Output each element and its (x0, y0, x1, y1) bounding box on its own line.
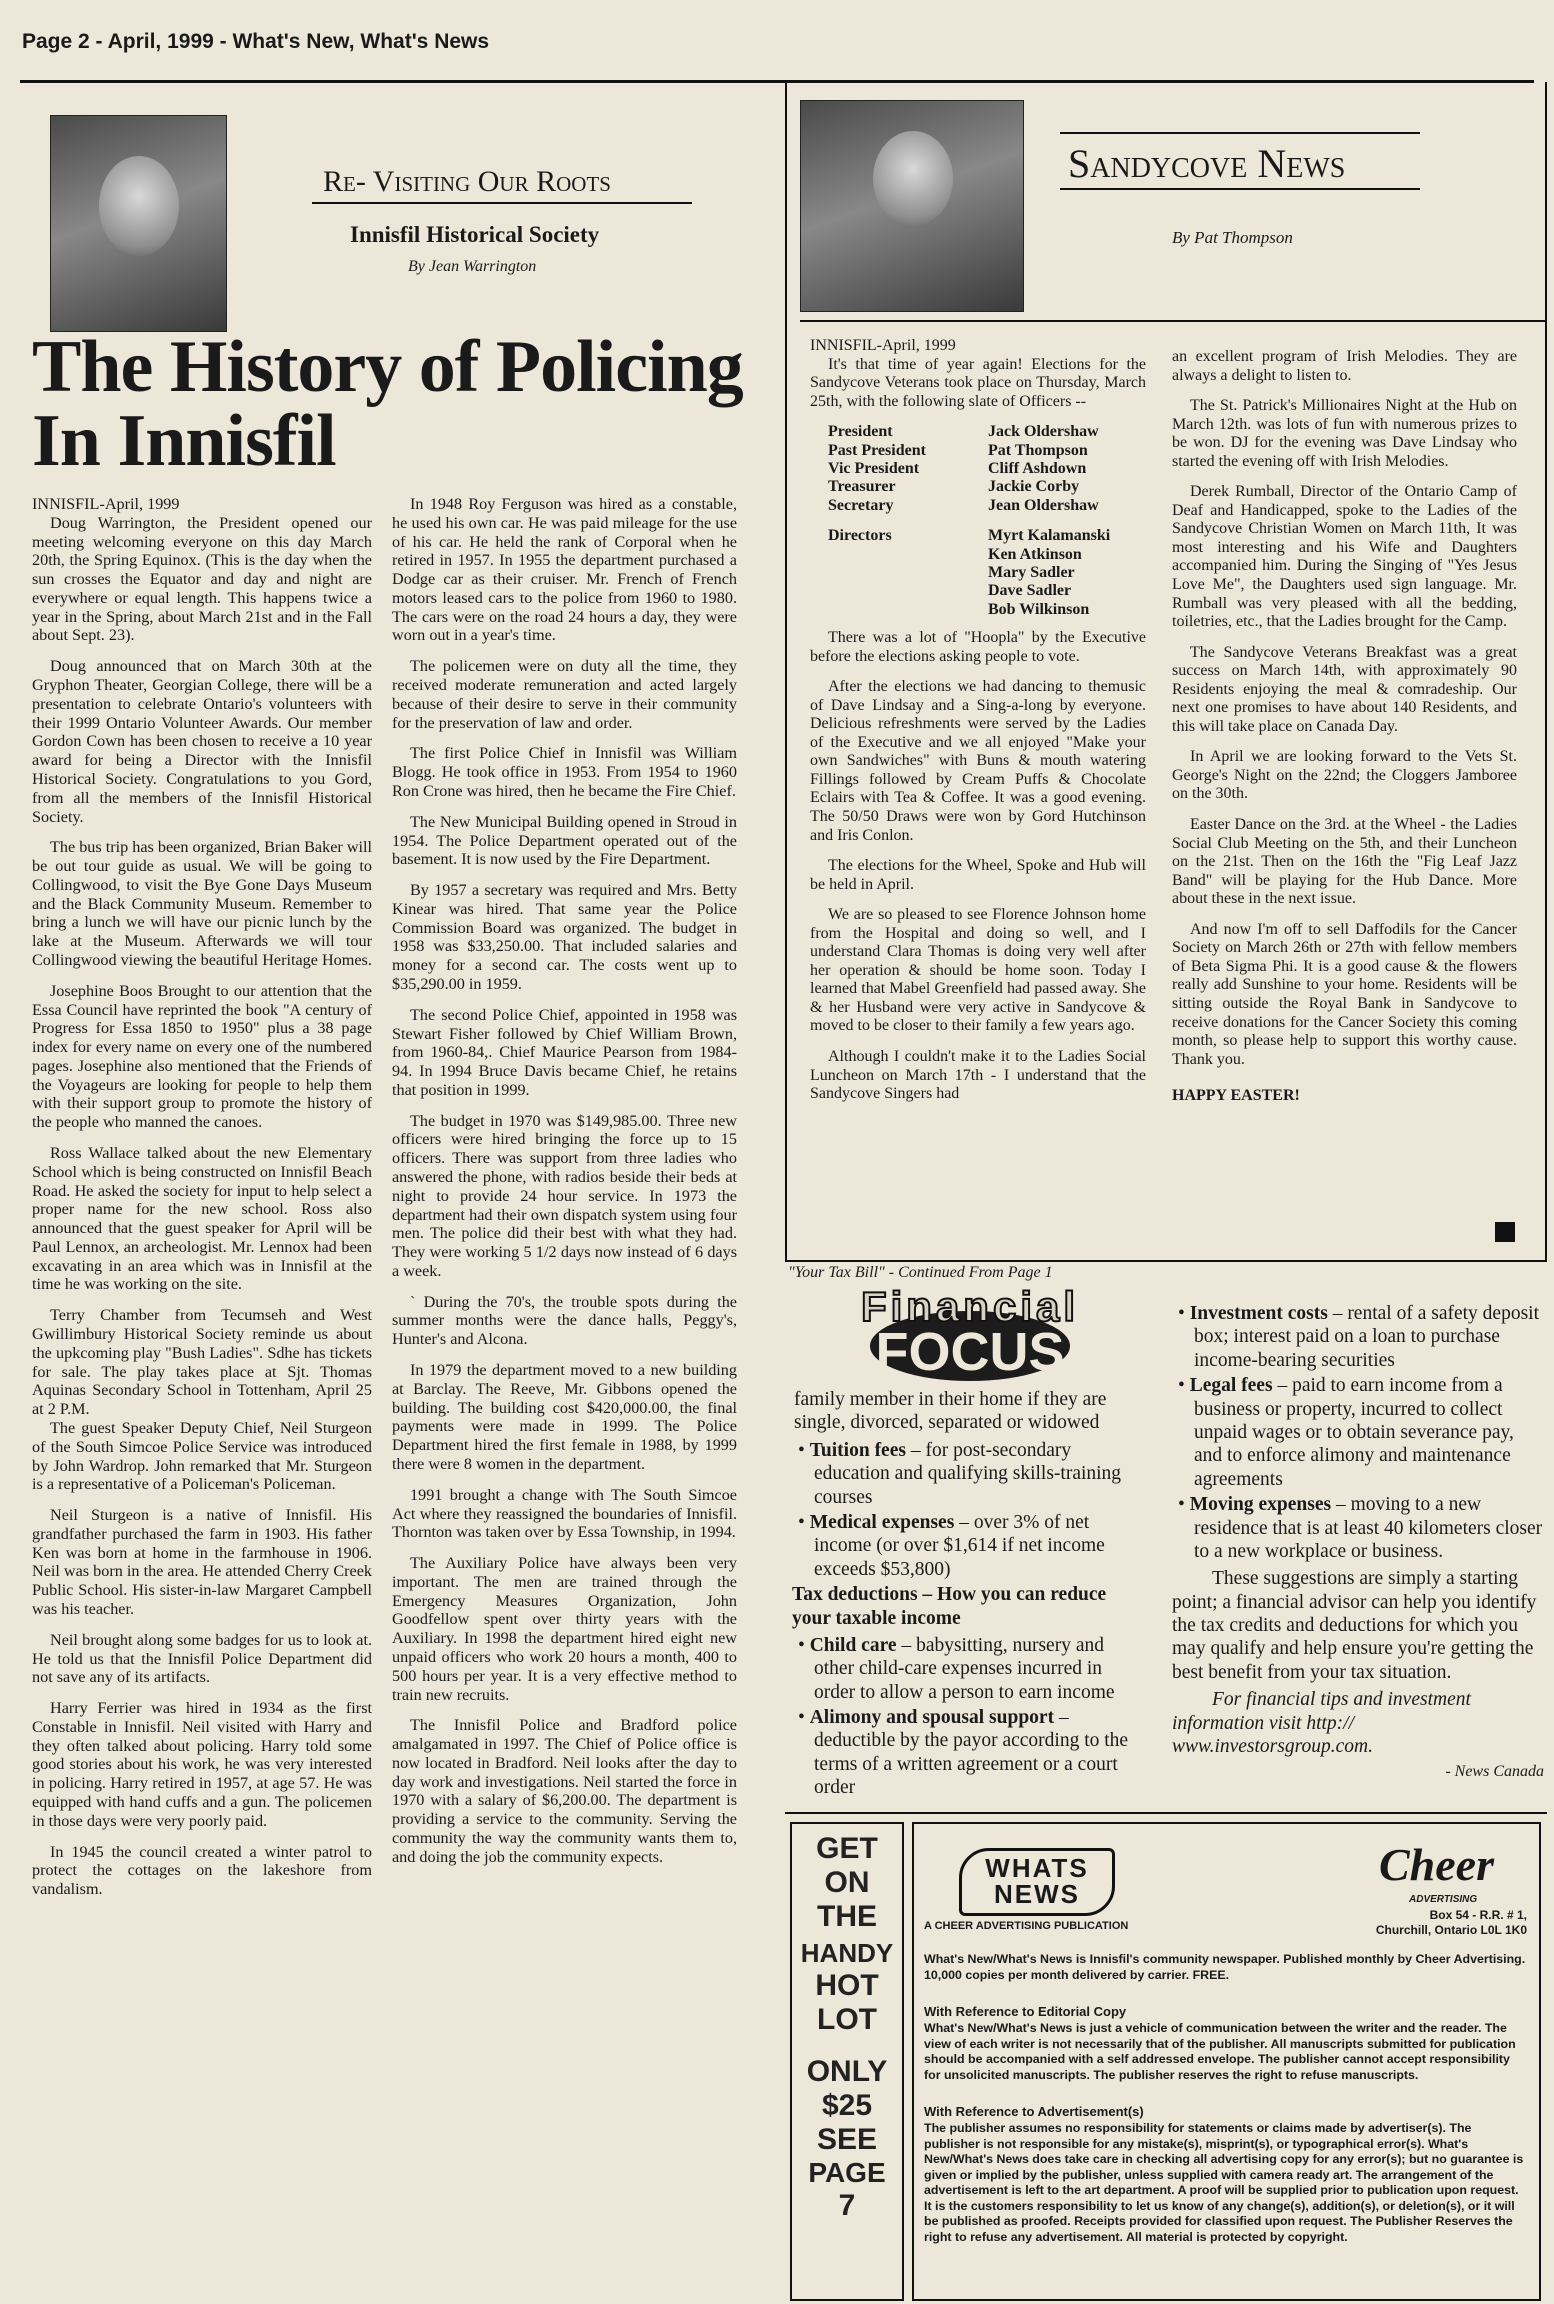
kicker-rule (312, 202, 692, 204)
item-text: – babysitting, nursery and other child-care expenses incurred in order to allow a person to earn income (814, 1634, 1115, 1703)
list-item: • Tuition fees – for post-secondary education and qualifying skills-training courses (798, 1439, 1122, 1508)
paragraph: The Sandycove Veterans Breakfast was a great success on March 14th, with approximately 90 Residents enjoying the meal & comradeship. Our next one promises to have about 140 Residents, and this will take place on Canada Day. (1172, 643, 1517, 735)
list-item: • Moving expenses – moving to a new residence that is at least 40 kilometers closer to a new workplace or business. (1178, 1494, 1543, 1562)
item-text: – rental of a safety deposit box; interest paid on a loan to purchase income-bearing securities (1194, 1303, 1539, 1371)
paragraph: It's that time of year again! Elections for the Sandycove Veterans took place on Thursday, March 25th, with the following slate of Officers -- (810, 355, 1146, 410)
logo-line1: WHATS (985, 1853, 1089, 1883)
section-rule (785, 1260, 1547, 1262)
paragraph: The budget in 1970 was $149,985.00. Three new officers were hired bringing the force up to 15 officers. There was support from three ladies who answered the phone, with radios beside their beds at night to provide 24 hour service. In 1973 the department had their own dispatch system using four men. The police did their best with what they had. They were working 5 1/2 days now instead of 6 days a week. (392, 1111, 737, 1280)
source: - News Canada (1445, 1763, 1544, 1781)
paragraph: Josephine Boos Brought to our attention that the Essa Council have reprinted the book "A century of Progress for Essa 1850 to 1950" plus a 38 page index for every name on every one of the numbered pages. Josephine also mentioned that the Friends of the Voyageurs are looking for people to help them with their support group to promote the history of the people who manned the canoes. (32, 981, 372, 1132)
item-term: Investment costs (1189, 1303, 1328, 1324)
officer-role: President (828, 423, 893, 441)
paragraph: Harry Ferrier was hired in 1934 as the first Constable in Innisfil. Neil visited with Harry and they often talked about policing. Harry told some good stories about his work, he was very interested in policing. Harry retired in 1957, at age 57. He was equipped with hand cuffs and a gun. The policemen in those days were very poorly paid. (32, 1699, 372, 1830)
headline (32, 326, 772, 482)
item-term: Tuition fees (809, 1439, 906, 1461)
address-line1: Box 54 - R.R. # 1, (1429, 1908, 1527, 1922)
paragraph: Doug Warrington, the President opened our meeting welcoming everyone on this day March 20th, the Spring Equinox. (This is the day when the sun crosses the Equator and day and night are everywhere or equal length. This happens twice a year in the Spring, about March 21st and in the Fall about Sept. 23). (32, 513, 372, 645)
list-item: • Child care – babysitting, nursery and other child-care expenses incurred in order to allow a person to earn income (798, 1634, 1115, 1703)
paragraph: Derek Rumball, Director of the Ontario Camp of Deaf and Handicapped, spoke to the Ladies of the Sandycove Christian Women on March 11th, It was most interesting and his Wife and Daughters accompanied him. During the Singing of "Yes Jesus Love Me", the Daughters used sign language. Mr. Rumball was very pleased with all the bedding, toiletries, etc., that the Ladies brought for the Camp. (1172, 483, 1517, 631)
right-column-edge (1545, 82, 1547, 1262)
ad-text: THE (817, 1900, 877, 1933)
byline: By Jean Warrington (408, 258, 537, 275)
paragraph: We are so pleased to see Florence Johnson home from the Hospital and doing so well, and I understand Clara Thomas is doing very well after her operation & should be home soon. Today I learned that Mabel Greenfield had passed away. She & her Husband were very active in Sandycove & moved to be closer to their family a few years ago. (810, 906, 1146, 1035)
paragraph: In 1945 the council created a winter patrol to protect the cottages on the lakeshore from vandalism. (32, 1842, 372, 1899)
paragraph: The policemen were on duty all the time, they received moderate remuneration and acted largely because of their desire to serve in their community for the preservation of law and order. (392, 657, 737, 732)
finance-bottom-rule (785, 1812, 1547, 1814)
ad-text: GET (816, 1832, 878, 1865)
publication-label: A CHEER ADVERTISING PUBLICATION (924, 1920, 1129, 1932)
paragraph: And now I'm off to sell Daffodils for the Cancer Society on March 26th or 27th with fellow members of Beta Sigma Phi. It is a good cause & the flowers really add Sunshine to your home. Residents will be sitting outside the Royal Bank in Sandycove to receive donations for the Cancer Society this coming month, so please help to support this worthy cause. Thank you. (1172, 920, 1517, 1068)
officer-role: Secretary (828, 496, 894, 514)
sandycove-title-rule (1060, 188, 1420, 190)
ad-text: ON (824, 1866, 870, 1899)
ad-text: SEE (816, 2123, 878, 2156)
finance-column-1 (792, 1388, 1144, 1802)
list-item: • Legal fees – paid to earn income from a business or property, incurred to collect unpaid wages or to obtain severance pay, and to enforce alimony and maintenance agreements (1178, 1375, 1514, 1490)
handy-hot-lot-ad (790, 1822, 904, 2301)
paragraph: an excellent program of Irish Melodies. They are always a delight to listen to. (1172, 348, 1517, 384)
officer-name: Jean Oldershaw (988, 496, 1099, 514)
closing: HAPPY EASTER! (1172, 1087, 1300, 1105)
logo-line2: NEWS (994, 1879, 1080, 1909)
dateline: INNISFIL-April, 1999 (32, 495, 180, 513)
credits-list (792, 1439, 1144, 1581)
cheer-logo: Cheer (1379, 1839, 1494, 1890)
logo-word-bottom: FOCUS (875, 1322, 1065, 1382)
editorial-text: What's New/What's News is just a vehicle of communication between the writer and the reader. The view of each writer is not necessarily that of the publisher. All manuscripts submitted for publication should be accompanied with a self addressed envelope. The publisher cannot accept responsibility for unsolicited manuscripts. The publisher reserves the right to refuse manuscripts. (924, 2021, 1516, 2082)
paragraph: In 1979 the department moved to a new building at Barclay. The Reeve, Mr. Gibbons opened the building. The building cost $420,000.00, the final payments were made in 1999. The Police Department hired the first female in 1988, by 1999 there were 8 women in the department. (392, 1361, 737, 1473)
paragraph: The Auxiliary Police have always been very important. The men are trained through the Emergency Measures Organization, John Goodfellow spent over thirty years with the Auxiliary. In 1998 the department hired eight new unpaid officers who work 20 hours a month, 400 to 500 hours per year. It is a very effective method to train new recruits. (392, 1554, 737, 1704)
officer-name: Jackie Corby (988, 478, 1080, 496)
item-text: – paid to earn income from a business or property, incurred to collect unpaid wages or to obtain severance pay, and to enforce alimony and maintenance agreements (1194, 1375, 1514, 1490)
ad-text: HOT (815, 1969, 879, 2002)
ad-text: ONLY (806, 2055, 888, 2088)
item-term: Legal fees (1189, 1375, 1273, 1397)
item-term: Medical expenses (809, 1511, 955, 1533)
directors-label: Directors (828, 527, 892, 545)
paragraph: These suggestions are simply a starting point; a financial advisor can help you identify the tax credits and deductions for which you may qualify and help ensure you're getting the best benefit from your tax situation. (1172, 1568, 1537, 1683)
paragraph: Although I couldn't make it to the Ladies Social Luncheon on March 17th - I understand that the Sandycove Singers had (810, 1048, 1146, 1103)
officer-name: Jack Oldershaw (988, 423, 1099, 441)
sandycove-top-rule (800, 320, 1545, 322)
headline-line1: The History of Policing (32, 326, 743, 408)
paragraph: family member in their home if they are single, divorced, separated or widowed (794, 1389, 1107, 1434)
paragraph: Ross Wallace talked about the new Elementary School which is being constructed on Innisfil Beach Road. He asked the society for input to help select a proper name for the new school. Ross also announced that the guest speaker for April will be Paul Lennox, an archeologist. Mr. Lennox had been excavating in an area which was in Innisfil at the time he was working on the site. (32, 1144, 372, 1294)
paragraph: The guest Speaker Deputy Chief, Neil Sturgeon of the South Simcoe Police Service was introduced by John Wardrop. John remarked that Mr. Sturgeon is a representative of a Policeman's Policeman. (32, 1418, 372, 1494)
ad-text: $25 (821, 2089, 873, 2122)
column-kicker: Re- Visiting Our Roots (323, 165, 611, 198)
end-mark-icon (1495, 1222, 1515, 1242)
paragraph: By 1957 a secretary was required and Mrs. Betty Kinear was hired. That same year the Police Commission Board was organized. The budget in 1958 was $33,250.00. That included salaries and money for a second car. The costs went up to $35,290.00 in 1959. (392, 881, 737, 993)
officer-role: Vic President (828, 459, 920, 477)
item-text: – deductible by the payor according to the terms of a written agreement or a court order (814, 1707, 1129, 1799)
director-name: Bob Wilkinson (988, 600, 1090, 618)
director-name: Dave Sadler (988, 582, 1072, 600)
subheading: Tax deductions – How you can reduce your taxable income (792, 1584, 1107, 1629)
list-item: • Investment costs – rental of a safety deposit box; interest paid on a loan to purchase income-bearing securities (1178, 1303, 1539, 1371)
item-text: – for post-secondary education and qualifying skills-training courses (814, 1439, 1122, 1508)
headline-line2: In Innisfil (32, 400, 336, 482)
columnist-photo (800, 100, 1024, 312)
paragraph: The second Police Chief, appointed in 1958 was Stewart Fisher followed by Chief William Brown, from 1960-84,. Chief Maurice Pearson from 1984-94. In 1994 Bruce Davis became Chief, he retains that position in 1999. (392, 1005, 737, 1099)
address-line2: Churchill, Ontario L0L 1K0 (1375, 1923, 1527, 1937)
policing-column-2 (392, 495, 737, 1879)
paragraph: Easter Dance on the 3rd. at the Wheel - the Ladies Social Club Meeting on the 5th, and their Luncheon on the 21st. Then on the 16th the "Fig Leaf Jazz Band" will be playing for the Hub Dance. More about these in the next issue. (1172, 816, 1517, 908)
paragraph: ` During the 70's, the trouble spots during the summer months were the dance halls, Peggy's, Hunter's and Alcona. (392, 1292, 737, 1349)
paragraph: The elections for the Wheel, Spoke and Hub will be held in April. (810, 857, 1146, 893)
paragraph: The New Municipal Building opened in Stroud in 1954. The Police Department operated out of the basement. It is now used by the Fire Department. (392, 812, 737, 869)
sandycove-column-2 (1172, 348, 1517, 1118)
paragraph: The Innisfil Police and Bradford police amalgamated in 1997. The Chief of Police office is now located in Bradford. Neil looks after the day to day work and investigations. Neil started the force in 1970 with a salary of $6,200.00. The department is providing a service to the community. Serving the community the way the community wants them to, and doing the job the community expects. (392, 1716, 737, 1866)
paragraph: Terry Chamber from Tecumseh and West Gwillimbury Historical Society reminde us about the upkcoming play "Bush Ladies". Sdhe has tickets for sale. The play takes place at Sjt. Thomas Aquinas Secondary School in Tottenham, April 25 at 2 P.M. (32, 1306, 372, 1419)
paragraph: The St. Patrick's Millionaires Night at the Hub on March 12th. was lots of fun with numerous prizes to be won. DJ for the evening was Dave Lindsay who started the evening off with Irish Melodies. (1172, 397, 1517, 470)
list-item: • Alimony and spousal support – deductible by the payor according to the terms of a written agreement or a court order (798, 1707, 1129, 1799)
ads-heading: With Reference to Advertisement(s) (924, 2104, 1144, 2119)
financial-focus-logo (800, 1283, 1140, 1383)
officers-list (828, 423, 1146, 619)
item-text: – moving to a new residence that is at least 40 kilometers closer to a new workplace or business. (1194, 1494, 1543, 1562)
ad-text: HANDY (800, 1938, 894, 1968)
officer-name: Cliff Ashdown (988, 459, 1087, 477)
deductions-list (792, 1634, 1144, 1800)
editorial-heading: With Reference to Editorial Copy (924, 2004, 1127, 2019)
ad-text: 7 (838, 2189, 856, 2222)
director-name: Myrt Kalamanski (988, 527, 1111, 545)
paragraph: 1991 brought a change with The South Simcoe Act where they reassigned the boundaries of Innisfil. Thornton was taken over by Essa Township, in 1994. (392, 1485, 737, 1542)
deductions-list-continued (1172, 1302, 1544, 1563)
masthead-box (912, 1822, 1541, 2301)
dateline: INNISFIL-April, 1999 (810, 337, 956, 354)
list-item: • Medical expenses – over 3% of net income (or over $1,614 if net income exceeds $53,800) (798, 1511, 1105, 1580)
item-term: Child care (809, 1634, 897, 1656)
ad-text: LOT (817, 2003, 877, 2036)
ads-text: The publisher assumes no responsibility for statements or claims made by advertiser(s). The publisher is not responsible for any mistake(s), misprint(s), or typographical error(s). What's New/What's News does take care in checking all advertising copy for any error(s); but no guarantee is given or implied by the publisher, unless supplied with camera ready art. The arrangement of the advertisement is left to the art department. A proof will be supplied prior to publication upon request. It is the customers responsibility to let us know of any change(s), addition(s), or deletion(s), or it will be published as proofed. Receipts provided for classified upon request. The Publisher Reserves the right to refuse any advertisement. All material is protected by copyright. (924, 2121, 1524, 2244)
paragraph: In 1948 Roy Ferguson was hired as a constable, he used his own car. He was paid mileage for the use of his car. He held the rank of Corporal when he retired in 1957. In 1955 the department purchased a Dodge car as their cruiser. Mr. French of French motors leased cars to the police from 1960 to 1980. The cars were on the road 24 hours a day, they were worn out in a year's time. (392, 495, 737, 645)
paragraph: Neil Sturgeon is a native of Innisfil. His grandfather purchased the farm in 1903. His father Ken was born at home in the farmhouse in 1906. Neil was born in the area. He attended Cherry Creek Public School. His sister-in-law Margaret Campbell was his teacher. (32, 1506, 372, 1618)
director-name: Mary Sadler (988, 563, 1075, 581)
finance-column-2 (1172, 1302, 1544, 1786)
cheer-sub: ADVERTISING (1409, 1894, 1478, 1905)
item-term: Alimony and spousal support (809, 1707, 1055, 1729)
column-divider (785, 82, 787, 1262)
sandycove-column-1 (810, 337, 1146, 1116)
page-header: Page 2 - April, 1999 - What's New, What's News (22, 30, 490, 53)
about-text: What's New/What's News is Innisfil's community newspaper. Published monthly by Cheer Advertising. 10,000 copies per month delivered by carrier. FREE. (924, 1952, 1526, 1982)
paragraph: Doug announced that on March 30th at the Gryphon Theater, Georgian College, there will be a presentation to celebrate Ontario's volunteers with their 1999 Ontario Volunteer Awards. Our member Gordon Cown has been chosen to receive a 10 year award for being a Director with the Innisfil Historical Society. Congratulations to you Gord, from all the members of the Innisfil Historical Society. (32, 657, 372, 826)
officer-role: Treasurer (828, 478, 896, 496)
ad-text: PAGE (808, 2157, 886, 2188)
officer-role: Past President (828, 441, 926, 459)
paragraph: There was a lot of "Hoopla" by the Executive before the elections asking people to vote. (810, 629, 1146, 665)
author-photo (50, 115, 227, 332)
sandycove-byline: By Pat Thompson (1172, 228, 1293, 247)
paragraph: The first Police Chief in Innisfil was William Blogg. He took office in 1953. From 1954 to 1960 Ron Crone was hired, then he became the Fire Chief. (392, 744, 737, 800)
paragraph: In April we are looking forward to the Vets St. George's Night on the 22nd; the Cloggers Jamboree on the 30th. (1172, 748, 1517, 803)
sandycove-title: Sandycove News (1068, 141, 1346, 186)
policing-column-1 (32, 495, 372, 1911)
item-text: – over 3% of net income (or over $1,614 if net income exceeds $53,800) (814, 1511, 1105, 1580)
paragraph: Neil brought along some badges for us to look at. He told us that the Innisfil Police Department did not save any of its artifacts. (32, 1630, 372, 1687)
paragraph: After the elections we had dancing to themusic of Dave Lindsay and a Sing-a-long by everyone. Delicious refreshments were served by the Ladies of the Executive and we all enjoyed "Make your own Sandwiches" with Buns & mouth watering Fillings followed by Cream Puffs & Chocolate Eclairs with Tea & Coffee. It was a good evening. The 50/50 Draws were won by Gord Hutchinson and Iris Conlon. (810, 678, 1146, 844)
sandycove-title-rule-top (1060, 132, 1420, 134)
header-rule (20, 80, 1534, 83)
whats-news-logo (959, 1848, 1115, 1916)
item-term: Moving expenses (1189, 1494, 1332, 1516)
logo-word-top: Financial (860, 1283, 1080, 1330)
director-name: Ken Atkinson (988, 545, 1082, 563)
paragraph: The bus trip has been organized, Brian Baker will be out tour guide as usual. We will be going to Collingwood, to visit the Bye Gone Days Museum and the Black Community Museum. Remember to bring a lunch we will have our picnic lunch by the lake at the Museum. Afterwards we will tour Collingwood viewing the beautiful Heritage Homes. (32, 838, 373, 969)
org-name: Innisfil Historical Society (350, 222, 600, 247)
officer-name: Pat Thompson (988, 441, 1088, 459)
paragraph: For financial tips and investment information visit http:// www.investorsgroup.com. (1172, 1689, 1471, 1758)
continued-note: "Your Tax Bill" - Continued From Page 1 (788, 1264, 1053, 1281)
